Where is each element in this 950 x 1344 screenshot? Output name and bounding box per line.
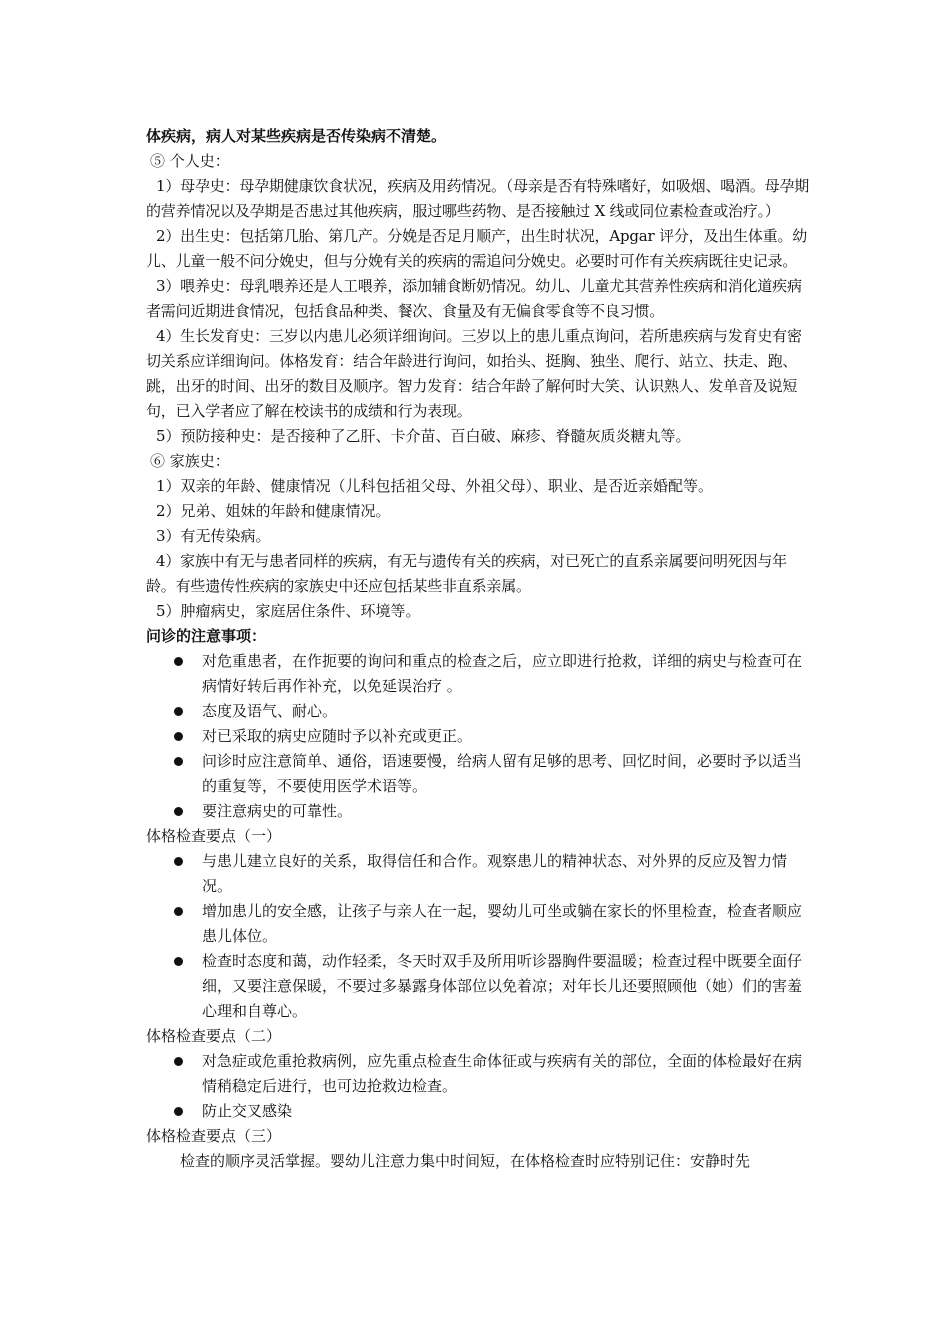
list-item-text: 防止交叉感染 (202, 1102, 293, 1120)
list-item-text: 对急症或危重抢救病例，应先重点检查生命体征或与疾病有关的部位，全面的体检最好在病情稍稳定后进行，也可边抢救边检查。 (202, 1052, 803, 1095)
list-item-text: 对已采取的病史应随时予以补充或更正。 (202, 727, 473, 745)
feeding-history: 3）喂养史：母乳喂养还是人工喂养，添加辅食断奶情况。幼儿、儿童尤其营养性疾病和消化道疾病者需问近期进食情况，包括食品种类、餐次、食量及有无偏食零食等不良习惯。 (146, 277, 802, 320)
exam-points-3-text: 检查的顺序灵活掌握。婴幼儿注意力集中时间短，在体格检查时应特别记住：安静时先 (180, 1152, 751, 1170)
growth-history: 4）生长发育史：三岁以内患儿必须详细询问。三岁以上的患儿重点询问，若所患疾病与发育史有密切关系应详细询问。体格发育：结合年龄进行询问，如抬头、挺胸、独坐、爬行、站立、扶走、跑、跳，出牙的时间、出牙的数目及顺序。智力发育：结合年龄了解何时大笑、认识熟人、发单音及说短句，已入学者应了解在校读书的成绩和行为表现。 (146, 327, 802, 420)
list-item-text: 问诊时应注意简单、通俗，语速要慢，给病人留有足够的思考、回忆时间，必要时予以适当的重复等，不要使用医学术语等。 (202, 752, 803, 795)
exam-points-1-list (146, 849, 816, 1024)
bullet-icon (174, 807, 183, 816)
exam-points-2-list (146, 1049, 816, 1124)
list-item (146, 949, 816, 1024)
exam-points-1-heading: 体格检查要点（一） (146, 827, 282, 845)
inquiry-notes-heading: 问诊的注意事项： (146, 627, 267, 645)
list-item-text: 要注意病史的可靠性。 (202, 802, 353, 820)
bullet-icon (174, 857, 183, 866)
list-item (146, 649, 816, 699)
personal-history-heading: ⑤ 个人史： (150, 152, 230, 170)
inquiry-notes-list (146, 649, 816, 824)
paragraph-intro: 体疾病，病人对某些疾病是否传染病不清楚。 (146, 127, 447, 145)
family-item-4: 4）家族中有无与患者同样的疾病，有无与遗传有关的疾病，对已死亡的直系亲属要问明死因与年龄。有些遗传性疾病的家族史中还应包括某些非直系亲属。 (146, 552, 787, 595)
list-item (146, 849, 816, 899)
document-page (146, 124, 816, 1174)
list-item (146, 899, 816, 949)
list-item (146, 799, 816, 824)
maternal-history: 1）母孕史：母孕期健康饮食状况，疾病及用药情况。（母亲是否有特殊嗜好，如吸烟、喝酒。母孕期的营养情况以及孕期是否患过其他疾病，服过哪些药物、是否接触过 X 线或同位素检查或治疗。） (146, 177, 810, 220)
family-item-5: 5）肿瘤病史，家庭居住条件、环境等。 (156, 602, 421, 620)
vaccination-history: 5）预防接种史：是否接种了乙肝、卡介苗、百白破、麻疹、脊髓灰质炎糖丸等。 (156, 427, 691, 445)
bullet-icon (174, 957, 183, 966)
list-item (146, 1099, 816, 1124)
bullet-icon (174, 757, 183, 766)
family-history-heading: ⑥ 家族史： (150, 452, 230, 470)
family-item-3: 3）有无传染病。 (156, 527, 271, 545)
list-item-text: 检查时态度和蔼，动作轻柔，冬天时双手及所用听诊器胸件要温暖；检查过程中既要全面仔细，又要注意保暖，不要过多暴露身体部位以免着凉；对年长儿还要照顾他（她）们的害羞心理和自尊心。 (202, 952, 803, 1020)
bullet-icon (174, 732, 183, 741)
list-item-text: 增加患儿的安全感，让孩子与亲人在一起，婴幼儿可坐或躺在家长的怀里检查，检查者顺应患儿体位。 (202, 902, 803, 945)
list-item (146, 1049, 816, 1099)
birth-history: 2）出生史：包括第几胎、第几产。分娩是否足月顺产，出生时状况，Apgar 评分，及出生体重。幼儿、儿童一般不问分娩史，但与分娩有关的疾病的需追问分娩史。必要时可作有关疾病既往史记录。 (146, 227, 808, 270)
bullet-icon (174, 657, 183, 666)
bullet-icon (174, 707, 183, 716)
list-item-text: 对危重患者，在作扼要的询问和重点的检查之后，应立即进行抢救，详细的病史与检查可在病情好转后再作补充，以免延误治疗 。 (202, 652, 803, 695)
exam-points-2-heading: 体格检查要点（二） (146, 1027, 282, 1045)
family-item-2: 2）兄弟、姐妹的年龄和健康情况。 (156, 502, 391, 520)
bullet-icon (174, 1057, 183, 1066)
list-item (146, 699, 816, 724)
bullet-icon (174, 907, 183, 916)
list-item-text: 与患儿建立良好的关系，取得信任和合作。观察患儿的精神状态、对外界的反应及智力情况。 (202, 852, 788, 895)
family-item-1: 1）双亲的年龄、健康情况（儿科包括祖父母、外祖父母）、职业、是否近亲婚配等。 (156, 477, 714, 495)
bullet-icon (174, 1107, 183, 1116)
list-item (146, 749, 816, 799)
list-item (146, 724, 816, 749)
list-item-text: 态度及语气、耐心。 (202, 702, 338, 720)
exam-points-3-heading: 体格检查要点（三） (146, 1127, 282, 1145)
